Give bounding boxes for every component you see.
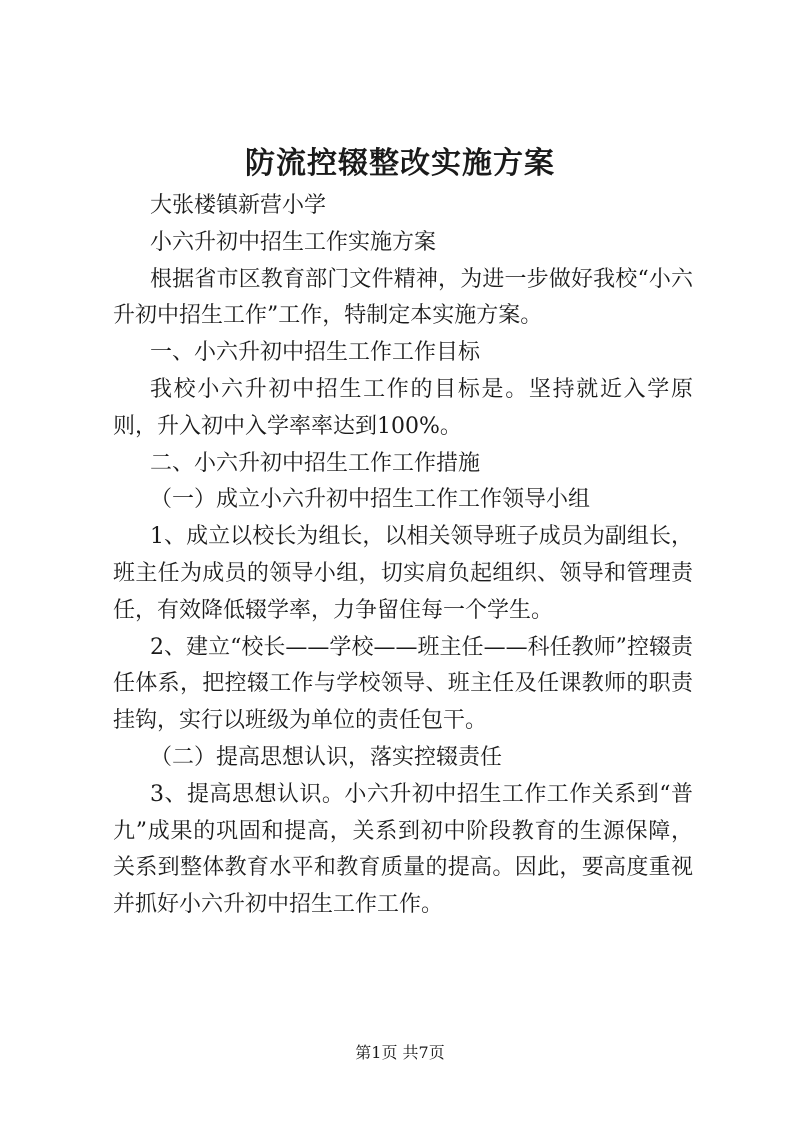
item-3-paragraph: 3、提高思想认识。小六升初中招生工作工作关系到“普九”成果的巩固和提高，关系到初中阶段教育的生源保障，关系到整体教育水平和教育质量的提高。因此，要高度重视并抓好小六升初中招生工作工作。 — [113, 781, 693, 918]
item-2-paragraph: 2、建立“校长——学校——班主任——科任教师”控辍责任体系，把控辍工作与学校领导、班主任及任课教师的职责挂钩，实行以班级为单位的责任包干。 — [113, 634, 693, 734]
goals-paragraph: 我校小六升初中招生工作的目标是。坚持就近入学原则，升入初中入学率率达到100%。 — [113, 376, 693, 439]
section-heading-measures: 二、小六升初中招生工作工作措施 — [150, 450, 481, 476]
subsection-heading-awareness: （二）提高思想认识，落实控辍责任 — [150, 744, 503, 770]
section-heading-goals: 一、小六升初中招生工作工作目标 — [150, 340, 481, 366]
school-name: 大张楼镇新营小学 — [150, 193, 327, 218]
document-body — [113, 188, 693, 924]
intro-paragraph: 根据省市区教育部门文件精神，为进一步做好我校“小六升初中招生工作”工作，特制定本实施方案。 — [113, 266, 693, 329]
document-title: 防流控辍整改实施方案 — [245, 146, 555, 181]
item-1-paragraph: 1、成立以校长为组长，以相关领导班子成员为副组长，班主任为成员的领导小组，切实肩负起组织、领导和管理责任，有效降低辍学率，力争留住每一个学生。 — [113, 524, 693, 623]
subsection-heading-leadership: （一）成立小六升初中招生工作工作领导小组 — [150, 487, 591, 513]
page-footer: 第1页 共7页 — [355, 1043, 445, 1062]
plan-subtitle: 小六升初中招生工作实施方案 — [150, 229, 437, 255]
